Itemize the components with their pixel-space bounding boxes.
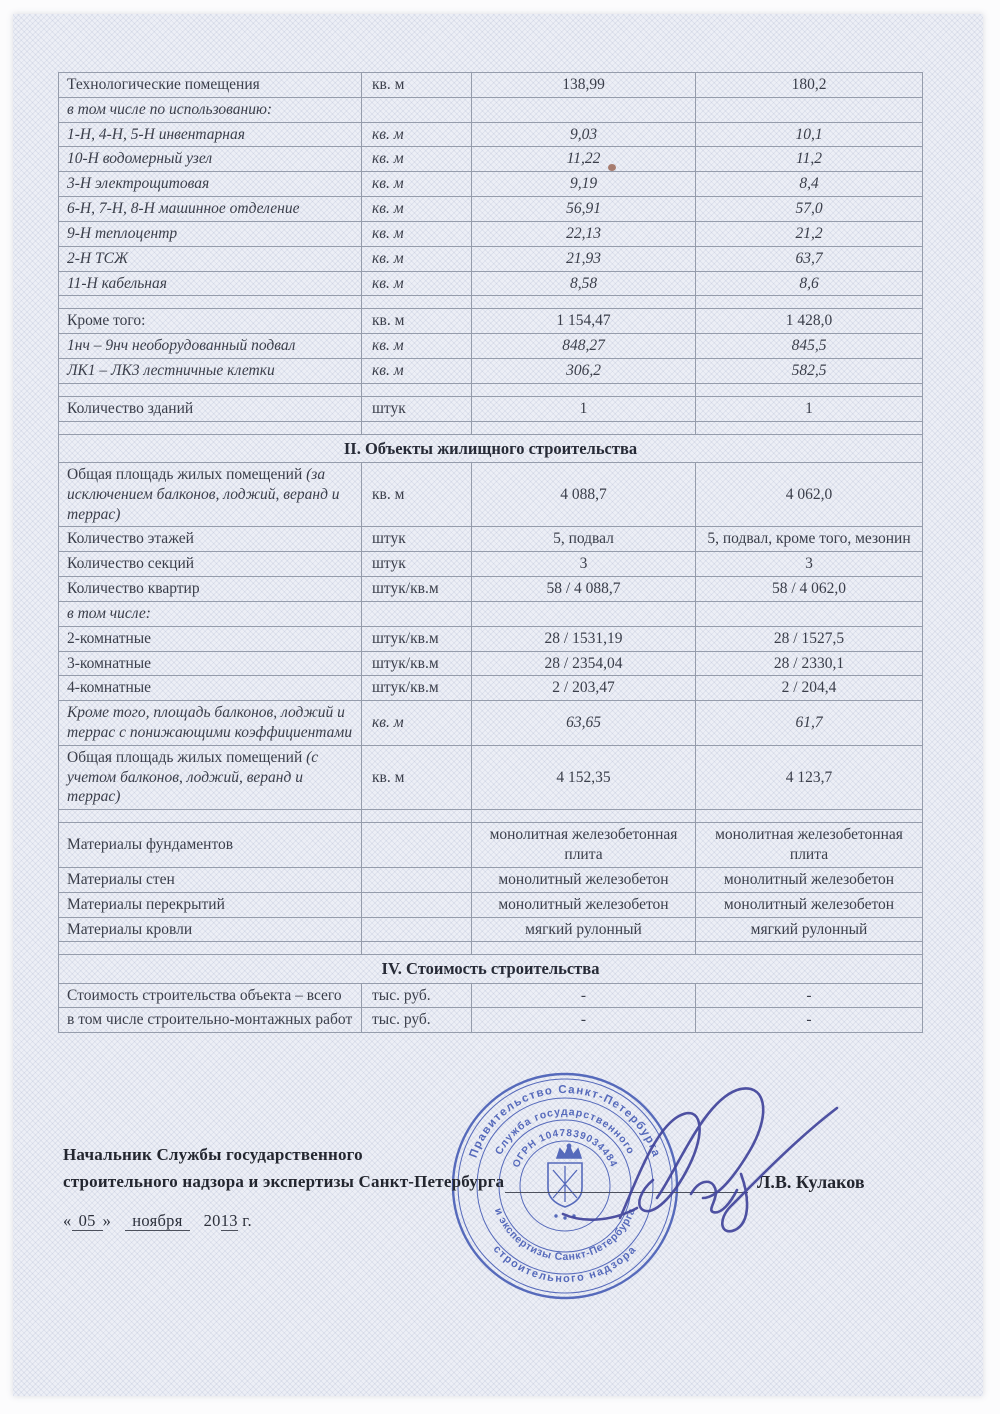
row-label-text: 3-Н электрощитовая	[67, 175, 210, 193]
table-row	[59, 983, 923, 1008]
spacer-cell	[59, 421, 362, 434]
row-label	[59, 626, 362, 651]
row-unit: тыс. руб.	[362, 1008, 472, 1033]
spacer-cell	[362, 421, 472, 434]
row-label-text: Стоимость строительства объекта – всего	[67, 986, 342, 1004]
row-label-text: Количество квартир	[67, 580, 200, 598]
signer-title-line2: строительного надзора и экспертизы Санкт-Петербурга	[63, 1172, 505, 1191]
row-value-2: 8,6	[696, 271, 923, 296]
row-unit	[362, 867, 472, 892]
row-value-1: 8,58	[472, 271, 696, 296]
spacer-row	[59, 296, 923, 309]
row-value-2: 4 123,7	[696, 745, 923, 809]
row-label	[59, 221, 362, 246]
table-row	[59, 172, 923, 197]
svg-text:строительного надзора	[491, 1243, 640, 1285]
table-row	[59, 359, 923, 384]
spacer-cell	[696, 810, 923, 823]
table-row	[59, 197, 923, 222]
stamp-ring-a-top: Правительство Санкт-Петербурга	[467, 1083, 663, 1160]
row-label	[59, 197, 362, 222]
main-table-body	[59, 73, 923, 1033]
row-value-2: 4 062,0	[696, 462, 923, 526]
row-label	[59, 745, 362, 809]
row-label-text: 1нч – 9нч необорудованный подвал	[67, 337, 296, 355]
row-label-text: в том числе по использованию:	[67, 100, 273, 118]
table-row	[59, 626, 923, 651]
row-value-1: 2 / 203,47	[472, 676, 696, 701]
row-value-1: 1	[472, 396, 696, 421]
spacer-cell	[696, 421, 923, 434]
spacer-cell	[362, 383, 472, 396]
row-label	[59, 867, 362, 892]
row-label	[59, 359, 362, 384]
row-label-text: 2-комнатные	[67, 629, 152, 647]
row-label-text: Количество этажей	[67, 530, 194, 548]
row-label-text: Общая площадь жилых помещений	[67, 748, 307, 766]
stamp-ring-a-bottom: строительного надзора	[490, 1243, 640, 1286]
row-value-1	[472, 97, 696, 122]
row-label	[59, 552, 362, 577]
row-label-text: Количество зданий	[67, 399, 194, 417]
row-label	[59, 73, 362, 98]
row-value-2: 8,4	[696, 172, 923, 197]
row-value-1: 9,19	[472, 172, 696, 197]
table-row	[59, 221, 923, 246]
row-value-1: -	[472, 983, 696, 1008]
row-label-text: ЛК1 – ЛК3 лестничные клетки	[67, 362, 275, 380]
row-unit: кв. м	[362, 701, 472, 746]
row-unit	[362, 97, 472, 122]
spacer-row	[59, 810, 923, 823]
table-row	[59, 147, 923, 172]
row-value-1	[472, 601, 696, 626]
row-label	[59, 122, 362, 147]
row-value-1: 3	[472, 552, 696, 577]
row-unit: кв. м	[362, 359, 472, 384]
date-month: ноября	[125, 1211, 189, 1231]
spacer-cell	[59, 942, 362, 955]
row-label	[59, 823, 362, 868]
table-row	[59, 892, 923, 917]
table-row	[59, 552, 923, 577]
table-row	[59, 246, 923, 271]
row-label-text: Материалы фундаментов	[67, 836, 234, 854]
table-row	[59, 271, 923, 296]
table-row	[59, 122, 923, 147]
signer-title-line1: Начальник Службы государственного	[63, 1145, 363, 1164]
row-value-2: 5, подвал, кроме того, мезонин	[696, 527, 923, 552]
row-value-1: 306,2	[472, 359, 696, 384]
row-label	[59, 577, 362, 602]
row-label-text: 11-Н кабельная	[67, 274, 167, 292]
spacer-cell	[59, 383, 362, 396]
spacer-row	[59, 421, 923, 434]
row-value-2: 57,0	[696, 197, 923, 222]
row-label-text: 3-комнатные	[67, 654, 152, 672]
row-value-2: 63,7	[696, 246, 923, 271]
row-label-text: 10-Н водомерный узел	[67, 150, 213, 168]
row-unit: кв. м	[362, 309, 472, 334]
spacer-cell	[472, 383, 696, 396]
row-unit: штук/кв.м	[362, 577, 472, 602]
row-unit: кв. м	[362, 147, 472, 172]
row-value-2: 845,5	[696, 334, 923, 359]
row-label-text: в том числе строительно-монтажных работ	[67, 1011, 353, 1029]
row-unit: кв. м	[362, 73, 472, 98]
row-label-text: Кроме того, площадь балконов, лоджий и террас с понижающими коэффициентами	[67, 704, 353, 741]
row-value-2	[696, 97, 923, 122]
table-row	[59, 462, 923, 526]
row-label-text: в том числе:	[67, 604, 151, 622]
row-value-1: 28 / 2354,04	[472, 651, 696, 676]
row-value-2: -	[696, 1008, 923, 1033]
stamp-ring-b-bottom: и экспертизы Санкт-Петербурга	[492, 1206, 638, 1264]
row-label	[59, 396, 362, 421]
row-value-2: 180,2	[696, 73, 923, 98]
date-year-prefix: 20	[203, 1211, 221, 1230]
row-label	[59, 527, 362, 552]
table-row	[59, 73, 923, 98]
row-label-text: 1-Н, 4-Н, 5-Н инвентарная	[67, 125, 245, 143]
row-unit	[362, 601, 472, 626]
row-label	[59, 147, 362, 172]
handwritten-signature	[545, 1078, 885, 1248]
spacer-cell	[472, 810, 696, 823]
row-value-1: 9,03	[472, 122, 696, 147]
row-value-2: мягкий рулонный	[696, 917, 923, 942]
row-label	[59, 246, 362, 271]
spacer-cell	[472, 296, 696, 309]
spacer-cell	[59, 810, 362, 823]
row-label	[59, 892, 362, 917]
row-unit	[362, 917, 472, 942]
row-label	[59, 97, 362, 122]
row-value-1: монолитный железобетон	[472, 867, 696, 892]
row-label	[59, 334, 362, 359]
row-label-italic-text: (с учетом балконов, лоджий, веранд и террас)	[67, 748, 319, 806]
row-value-2: монолитный железобетон	[696, 867, 923, 892]
section-header: IV. Стоимость строительства	[59, 955, 923, 983]
row-unit: кв. м	[362, 334, 472, 359]
date-line	[63, 1211, 252, 1231]
row-unit: штук/кв.м	[362, 651, 472, 676]
section-row	[59, 434, 923, 462]
row-value-2: 2 / 204,4	[696, 676, 923, 701]
row-value-2: 1 428,0	[696, 309, 923, 334]
row-value-2: 11,2	[696, 147, 923, 172]
row-value-1: мягкий рулонный	[472, 917, 696, 942]
spacer-cell	[362, 810, 472, 823]
row-label	[59, 271, 362, 296]
row-value-2: 21,2	[696, 221, 923, 246]
row-label	[59, 651, 362, 676]
table-row	[59, 601, 923, 626]
row-value-1: 5, подвал	[472, 527, 696, 552]
row-unit: кв. м	[362, 197, 472, 222]
date-day: 05	[72, 1211, 103, 1231]
row-unit: кв. м	[362, 271, 472, 296]
row-value-2: 58 / 4 062,0	[696, 577, 923, 602]
row-value-1: 56,91	[472, 197, 696, 222]
table-row	[59, 867, 923, 892]
row-value-1: 21,93	[472, 246, 696, 271]
row-value-2: монолитная железобетонная плита	[696, 823, 923, 868]
row-label	[59, 701, 362, 746]
row-label	[59, 983, 362, 1008]
spacer-cell	[696, 942, 923, 955]
row-value-2: 3	[696, 552, 923, 577]
section-header: II. Объекты жилищного строительства	[59, 434, 923, 462]
row-label-italic-text: (за исключением балконов, лоджий, веранд и террас)	[67, 465, 340, 523]
row-label-text: Технологические помещения	[67, 76, 260, 93]
row-label-text: 4-комнатные	[67, 679, 152, 697]
row-label	[59, 676, 362, 701]
row-unit	[362, 823, 472, 868]
row-label	[59, 917, 362, 942]
date-year-suffix: 13	[220, 1211, 238, 1230]
row-value-1: 1 154,47	[472, 309, 696, 334]
row-unit: штук	[362, 527, 472, 552]
spacer-cell	[472, 421, 696, 434]
table-row	[59, 701, 923, 746]
spacer-row	[59, 383, 923, 396]
section-row	[59, 955, 923, 983]
row-value-2	[696, 601, 923, 626]
spacer-cell	[59, 296, 362, 309]
row-label-text: Кроме того:	[67, 312, 146, 330]
spacer-cell	[696, 383, 923, 396]
row-value-2: 28 / 1527,5	[696, 626, 923, 651]
row-value-2: 61,7	[696, 701, 923, 746]
row-label-text: 9-Н теплоцентр	[67, 224, 178, 242]
row-label	[59, 601, 362, 626]
row-unit: штук	[362, 396, 472, 421]
table-row	[59, 651, 923, 676]
spacer-cell	[362, 942, 472, 955]
row-value-2: 582,5	[696, 359, 923, 384]
row-unit: кв. м	[362, 246, 472, 271]
row-label	[59, 172, 362, 197]
row-label	[59, 309, 362, 334]
table-row	[59, 823, 923, 868]
table-row	[59, 396, 923, 421]
row-label-text: Материалы кровли	[67, 920, 193, 938]
table-row	[59, 334, 923, 359]
document-table	[58, 72, 923, 1033]
row-value-2: 1	[696, 396, 923, 421]
row-value-2: 10,1	[696, 122, 923, 147]
row-unit: кв. м	[362, 462, 472, 526]
quote-open: «	[63, 1211, 72, 1230]
row-unit	[362, 892, 472, 917]
date-suffix: г.	[242, 1211, 252, 1230]
ink-dot-artifact	[608, 164, 616, 171]
row-value-1: 58 / 4 088,7	[472, 577, 696, 602]
row-value-1: 63,65	[472, 701, 696, 746]
table-row	[59, 676, 923, 701]
row-value-1: -	[472, 1008, 696, 1033]
table-row	[59, 309, 923, 334]
stamp-ogrn-text: ОГРН 1047839034484	[510, 1127, 620, 1170]
row-unit: тыс. руб.	[362, 983, 472, 1008]
spacer-row	[59, 942, 923, 955]
signer-name: Л.В. Кулаков	[757, 1172, 865, 1192]
row-value-2: 28 / 2330,1	[696, 651, 923, 676]
row-value-1: 11,22	[472, 147, 696, 172]
row-value-1: монолитная железобетонная плита	[472, 823, 696, 868]
row-unit: кв. м	[362, 122, 472, 147]
row-label-text: Материалы перекрытий	[67, 895, 225, 913]
table-row	[59, 1008, 923, 1033]
row-value-1: 28 / 1531,19	[472, 626, 696, 651]
row-unit: кв. м	[362, 221, 472, 246]
quote-close: »	[102, 1211, 112, 1230]
table-row	[59, 527, 923, 552]
row-value-1: 138,99	[472, 73, 696, 98]
table-row	[59, 917, 923, 942]
stamp-ring-b-top: Служба государственного	[492, 1105, 638, 1157]
row-unit: штук/кв.м	[362, 626, 472, 651]
row-unit: кв. м	[362, 745, 472, 809]
table-row	[59, 97, 923, 122]
row-label-text: Общая площадь жилых помещений	[67, 465, 307, 483]
row-value-1: 848,27	[472, 334, 696, 359]
row-label-text: 2-Н ТСЖ	[67, 249, 129, 267]
row-label	[59, 1008, 362, 1033]
row-value-1: 4 152,35	[472, 745, 696, 809]
table-row	[59, 745, 923, 809]
row-label-text: 6-Н, 7-Н, 8-Н машинное отделение	[67, 200, 300, 218]
spacer-cell	[696, 296, 923, 309]
spacer-cell	[362, 296, 472, 309]
row-unit: штук	[362, 552, 472, 577]
row-label	[59, 462, 362, 526]
spacer-cell	[472, 942, 696, 955]
row-value-2: -	[696, 983, 923, 1008]
row-value-1: монолитный железобетон	[472, 892, 696, 917]
row-value-1: 22,13	[472, 221, 696, 246]
row-label-text: Материалы стен	[67, 870, 175, 888]
row-value-1: 4 088,7	[472, 462, 696, 526]
table-row	[59, 577, 923, 602]
row-label-text: Количество секций	[67, 555, 195, 573]
row-value-2: монолитный железобетон	[696, 892, 923, 917]
row-unit: кв. м	[362, 172, 472, 197]
row-unit: штук/кв.м	[362, 676, 472, 701]
